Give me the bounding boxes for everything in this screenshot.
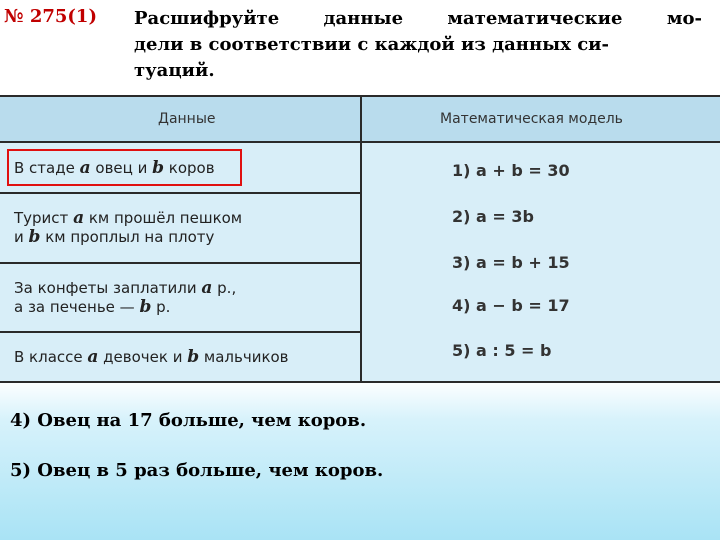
table-row-herd: В стаде a овец и b коров: [14, 158, 215, 178]
header-data: Данные: [158, 111, 216, 127]
model-3: 3) a = b + 15: [452, 253, 570, 272]
table-row-purchase: За конфеты заплатили a р., а за печенье — b р.: [14, 278, 237, 317]
answer-line-1: 4) Овец на 17 больше, чем коров.: [10, 410, 367, 431]
header-model: Математическая модель: [440, 111, 623, 127]
task-statement: [134, 6, 702, 84]
table-row-class: В классе a девочек и b мальчиков: [14, 347, 289, 367]
row-divider: [0, 262, 360, 264]
table-row-tourist: Турист a км прошёл пешком и b км проплыл на плоту: [14, 208, 243, 247]
data-model-table: [0, 95, 720, 383]
statement-line-2: дели в соответствии с каждой из данных си-: [134, 34, 609, 55]
model-5: 5) a : 5 = b: [452, 341, 552, 360]
answer-line-2: 5) Овец в 5 раз больше, чем коров.: [10, 460, 384, 481]
statement-line-3: туаций.: [134, 60, 215, 81]
model-4: 4) a − b = 17: [452, 296, 570, 315]
row-divider: [0, 331, 360, 333]
task-heading: [0, 0, 720, 92]
row-divider: [0, 192, 360, 194]
column-divider: [360, 95, 362, 383]
model-1: 1) a + b = 30: [452, 161, 570, 180]
statement-line-1: Расшифруйте данные математические мо-: [134, 8, 702, 29]
model-2: 2) a = 3b: [452, 207, 534, 226]
task-number: № 275(1): [4, 6, 97, 27]
